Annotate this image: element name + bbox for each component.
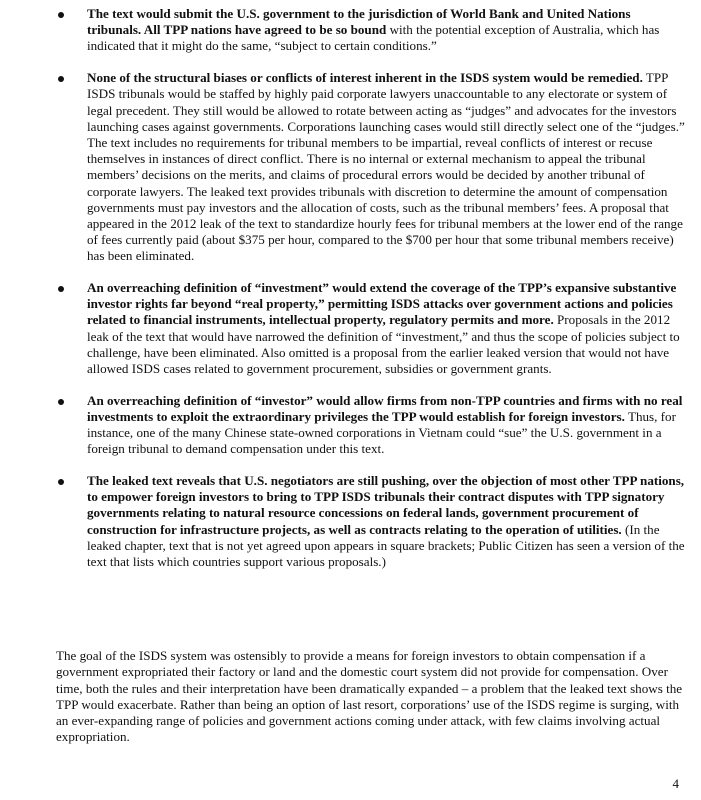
bullet-dot-icon [58, 76, 64, 82]
page-number: 4 [672, 776, 679, 791]
bullet-lead-bold: None of the structural biases or conflicts of interest inherent in the ISDS system would be remedied. [87, 70, 643, 86]
closing-paragraph: The goal of the ISDS system was ostensibly to provide a means for foreign investors to obtain compensation if a government expropriated their factory or land and the domestic court system did not provide for compensation. Over time, both the rules and their interpretation have been dramatically expanded – a problem that the leaked text shows the TPP would exacerbate. Rather than being an option of last resort, corporations’ use of the ISDS regime is surging, with an ever-expanding range of policies and government actions coming under attack, with few claims involving actual expropriation. [56, 648, 683, 745]
bullet-lead-bold: The leaked text reveals that U.S. negotiators are still pushing, over the objection of most other TPP nations, to empower foreign investors to bring to TPP ISDS tribunals their contract disputes with TPP signatory governments relating to natural resource concessions on federal lands, government procurement of construction for infrastructure projects, as well as contracts relating to the operation of utilities. [87, 473, 685, 537]
bullet-lead-bold: The text would submit the U.S. government to the jurisdiction of World Bank and United Nations tribunals. All TPP nations have agreed to be so bound [87, 6, 631, 38]
bullet-dot-icon [58, 479, 64, 485]
bullet-item [56, 393, 686, 458]
bullet-lead-bold: An overreaching definition of “investor” would allow firms from non-TPP countries and firms with no real investments to exploit the extraordinary privileges the TPP would establish for foreign investors. [87, 392, 683, 424]
bullet-item [56, 70, 686, 264]
bullet-dot-icon [58, 12, 64, 18]
bullet-dot-icon [58, 286, 64, 292]
bullet-body: with the potential exception of Australia, which has indicated that it might do the same, “subject to certain conditions.” [87, 22, 660, 54]
bullet-list [56, 6, 686, 586]
bullet-body: TPP ISDS tribunals would be staffed by highly paid corporate lawyers unaccountable to any electorate or system of legal precedent. They still would be allowed to rotate between acting as “judges” and advocates for the investors launching cases against governments. Corporations launching cases would still directly select one of the “judges.” The text includes no requirements for tribunal members to be impartial, reveal conflicts of interest or recuse themselves in instances of direct conflict. There is no internal or external mechanism to appeal the tribunal members’ decisions on the merits, and claims of procedural errors would be decided by another tribunal of corporate lawyers. The leaked text provides tribunals with discretion to determine the amount of compensation governments must pay investors and the allocation of costs, such as the tribunal members’ fees. A proposal that appeared in the 2012 leak of the text to standardize hourly fees for tribunal members at the lower end of the range of fees currently paid (about $375 per hour, compared to the $700 per hour that some tribunal members receive) has been eliminated. [87, 70, 685, 264]
bullet-item [56, 473, 686, 570]
bullet-lead-bold: An overreaching definition of “investment” would extend the coverage of the TPP’s expansive substantive investor rights far beyond “real property,” permitting ISDS attacks over government actions and policies related to financial instruments, intellectual property, regulatory permits and more. [87, 280, 677, 328]
bullet-dot-icon [58, 399, 64, 405]
bullet-body: (In the leaked chapter, text that is not yet agreed upon appears in square brackets; Public Citizen has seen a version of the text that lists which countries support various proposals.) [87, 521, 685, 570]
bullet-item [56, 280, 686, 377]
bullet-body: Proposals in the 2012 leak of the text that would have narrowed the definition of “investment,” and thus the scope of policies subject to challenge, have been eliminated. Also omitted is a proposal from the earlier leaked version that would not have allowed ISDS cases related to government procurement, subsidies or government grants. [87, 312, 680, 377]
bullet-body: Thus, for instance, one of the many Chinese state-owned corporations in Vietnam could “sue” the U.S. government in a foreign tribunal to demand compensation under this text. [87, 408, 676, 457]
bullet-item [56, 6, 686, 55]
